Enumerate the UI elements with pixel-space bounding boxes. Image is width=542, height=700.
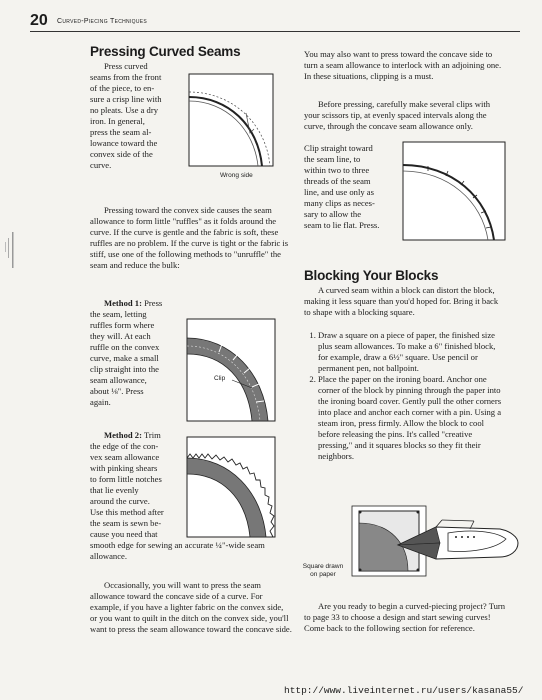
page-number: 20: [30, 12, 48, 29]
method-line: curve, make a small: [90, 353, 159, 363]
caption-clip: Clip: [214, 375, 226, 382]
header-rule: [30, 31, 520, 32]
method-line: Use this method after: [90, 507, 164, 517]
intro-line: curve.: [90, 160, 112, 170]
paragraph-ruffles: [90, 205, 292, 271]
method-line: with pinking shears: [90, 463, 158, 473]
intro-text: [90, 61, 190, 171]
method-line: the seam, letting: [90, 309, 147, 319]
margin-mark: [3, 230, 17, 270]
method-2-label: Method 2:: [104, 430, 142, 440]
clip-instructions: [304, 143, 404, 231]
figure-concave-clips: [402, 141, 506, 241]
intro-line: iron. In general,: [90, 116, 145, 126]
paragraph: Pressing toward the convex side causes the seam allowance to form little "ruffles" as it folds around the curve. If the curve is gentle and the fabric is soft, these ruffles are no problem. If the curve is tight or the fabric is stiff, use one of the following methods to "unruffle" the seam and reduce the bulk:: [90, 205, 289, 270]
step-item: 1. Draw a square on a piece of paper, the finished size plus seam allowances. To make a 6" finished block, for example, draw a 6½" square. Use pencil or permanent pen, not ballpoint.: [318, 330, 506, 374]
intro-line: convex side of the: [90, 149, 153, 159]
clip-line: the seam line, to: [304, 154, 361, 164]
blocking-steps: [304, 330, 506, 462]
method-line: ruffle on the convex: [90, 342, 160, 352]
method-2-continued: [90, 540, 292, 562]
step-item: 2. Place the paper on the ironing board. Anchor one corner of the block by pinning through the paper into the ironing board cover. Gently pull the other corners into place and anchor each corner with a pin. Using a steam iron, press firmly. Allow the block to cool before releasing the pins. It's called "creative pressing," and it squares blocks so they fit their neighbors.: [318, 374, 506, 462]
paragraph: Occasionally, you will want to press the seam allowance toward the concave side of a curve. For example, if you have a lighter fabric on the convex side, or you want to quilt in the ditch on the convex side, you'll want to press the seam allowance toward the concave side.: [90, 580, 292, 634]
paragraph-interlock: [304, 49, 506, 82]
figure-pinked: [186, 436, 276, 538]
intro-line: no pleats. Use a dry: [90, 105, 159, 115]
clip-line: line, and use only as: [304, 187, 374, 197]
clip-line: seam to lie flat. Press.: [304, 220, 380, 230]
caption-square-drawn: [300, 563, 346, 579]
method-2-text: [90, 430, 190, 540]
intro-line: seams from the front: [90, 72, 162, 82]
caption-line: Square drawn: [302, 563, 344, 570]
clip-line: threads of the seam: [304, 176, 371, 186]
paragraph: You may also want to press toward the concave side to turn a seam allowance to interlock with an adjoining one. In these situations, clipping is a must.: [304, 49, 502, 81]
method-line: about ⅛". Press: [90, 386, 144, 396]
method-line: around the curve.: [90, 496, 150, 506]
method-line: vex seam allowance: [90, 452, 160, 462]
paragraph: Before pressing, carefully make several clips with your scissors tip, at evenly spaced intervals along the curve, through the concave seam allowance only.: [304, 99, 491, 131]
clip-line: within two to three: [304, 165, 370, 175]
paragraph-clipping: [304, 99, 506, 132]
method-line: Press: [144, 298, 163, 308]
clip-line: many clips as neces-: [304, 198, 375, 208]
method-line: they will. At each: [90, 331, 151, 341]
running-head: Curved-Piecing Techniques: [57, 18, 148, 25]
caption-wrong-side: Wrong side: [220, 172, 253, 179]
method-line: cause you need that: [90, 529, 158, 539]
caption-line: on paper: [310, 571, 336, 578]
method-1-label: Method 1:: [104, 298, 142, 308]
paragraph: smooth edge for sewing an accurate ¼"-wide seam allowance.: [90, 540, 265, 561]
intro-line: press the seam al-: [90, 127, 152, 137]
method-line: the edge of the con-: [90, 441, 159, 451]
method-line: seam allowance,: [90, 375, 147, 385]
figure-clip: [186, 318, 276, 422]
paragraph-concave: [90, 580, 292, 635]
method-line: that lie evenly: [90, 485, 139, 495]
method-line: to form little notches: [90, 474, 162, 484]
method-line: clip straight into the: [90, 364, 159, 374]
heading-blocking-your-blocks: Blocking Your Blocks: [304, 268, 439, 283]
method-1-text: [90, 298, 190, 408]
clip-line: Clip straight toward: [304, 143, 373, 153]
intro-line: sure a crisp line with: [90, 94, 162, 104]
heading-pressing-curved-seams: Pressing Curved Seams: [90, 44, 241, 59]
method-line: Trim: [143, 430, 161, 440]
intro-line: Press curved: [104, 61, 148, 71]
paragraph: Are you ready to begin a curved-piecing project? Turn to page 33 to choose a design and start sewing curves! Come back to the following section for reference.: [304, 601, 506, 633]
footer-url: http://www.liveinternet.ru/users/kasana55/: [284, 685, 524, 696]
paragraph-ready: [304, 601, 506, 634]
intro-line: lowance toward the: [90, 138, 158, 148]
figure-wrong-side: [188, 73, 274, 167]
steps-list: [304, 330, 506, 462]
intro-line: of the piece, to en-: [90, 83, 155, 93]
paragraph-blocking: [304, 285, 506, 318]
method-line: ruffles form where: [90, 320, 155, 330]
paragraph: A curved seam within a block can distort the block, making it less square than you'd hoped for. Bring it back to shape with a blocking square.: [304, 285, 499, 317]
figure-blocking-iron: [350, 503, 520, 579]
method-line: the seam is sewn be-: [90, 518, 162, 528]
method-line: again.: [90, 397, 111, 407]
clip-line: sary to allow the: [304, 209, 362, 219]
